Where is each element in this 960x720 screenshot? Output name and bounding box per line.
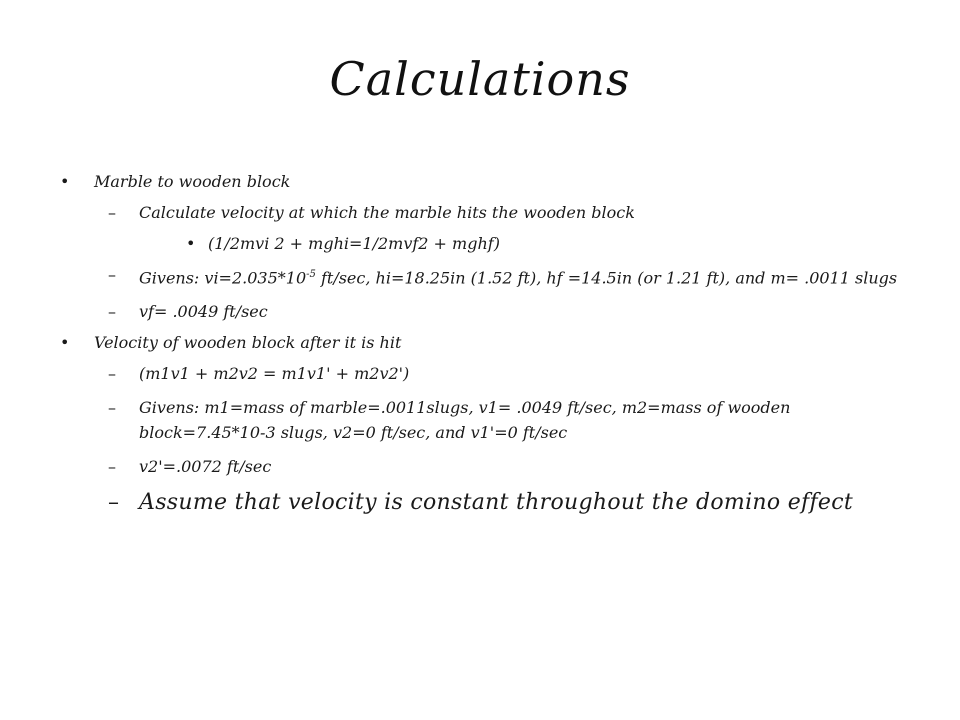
subitem-text: Calculate velocity at which the marble hits the wooden block [139,203,635,222]
dash-marker: – [108,265,116,284]
dash-marker: – [108,203,116,222]
dash-marker: – [108,302,116,322]
subitem-momentum-equation [60,361,910,386]
subitem-assumption [60,488,910,518]
bullet-text: Velocity of wooden block after it is hit [94,333,402,353]
dash-marker: – [108,457,116,477]
equation-text: (m1v1 + m2v2 = m1v1' + m2v2') [139,364,410,384]
dash-marker: – [108,490,120,516]
subitem-v2-result [60,454,910,479]
subitem-calculate-velocity [60,200,910,225]
subitem-text: v2'=.0072 ft/sec [139,457,272,477]
subitem-givens-block [60,395,910,445]
bullet-marker: • [60,333,70,353]
slide-content [60,172,910,527]
dash-marker: – [108,398,116,418]
bullet-marker: • [60,172,70,191]
subsubitem-energy-equation [60,234,910,253]
subitem-vf-result [60,299,910,324]
dash-marker: – [108,364,116,384]
subitem-text: Assume that velocity is constant throughout the domino effect [139,490,854,516]
subitem-text: vf= .0049 ft/sec [139,302,268,322]
givens-text-after: ft/sec, hi=18.25in (1.52 ft), hf =14.5in (or 1.21 ft), and m= .0011 slugs [315,268,898,288]
exponent: -5 [306,269,316,280]
bullet-marker: • [186,234,196,253]
bullet-marble-to-block [60,172,910,191]
bullet-block-velocity [60,333,910,352]
subitem-text: Givens: m1=mass of marble=.0011slugs, v1= .0049 ft/sec, m2=mass of wooden block=7.45*10-3 slugs, v2=0 ft/sec, and v1'=0 ft/sec [139,398,791,443]
givens-text-before: Givens: vi=2.035*10 [139,268,307,288]
slide-title: Calculations [329,52,631,106]
bullet-text: Marble to wooden block [94,172,291,191]
equation-text: (1/2mvi 2 + mghi=1/2mvf2 + mghf) [208,234,500,253]
subitem-givens-marble [60,262,910,290]
